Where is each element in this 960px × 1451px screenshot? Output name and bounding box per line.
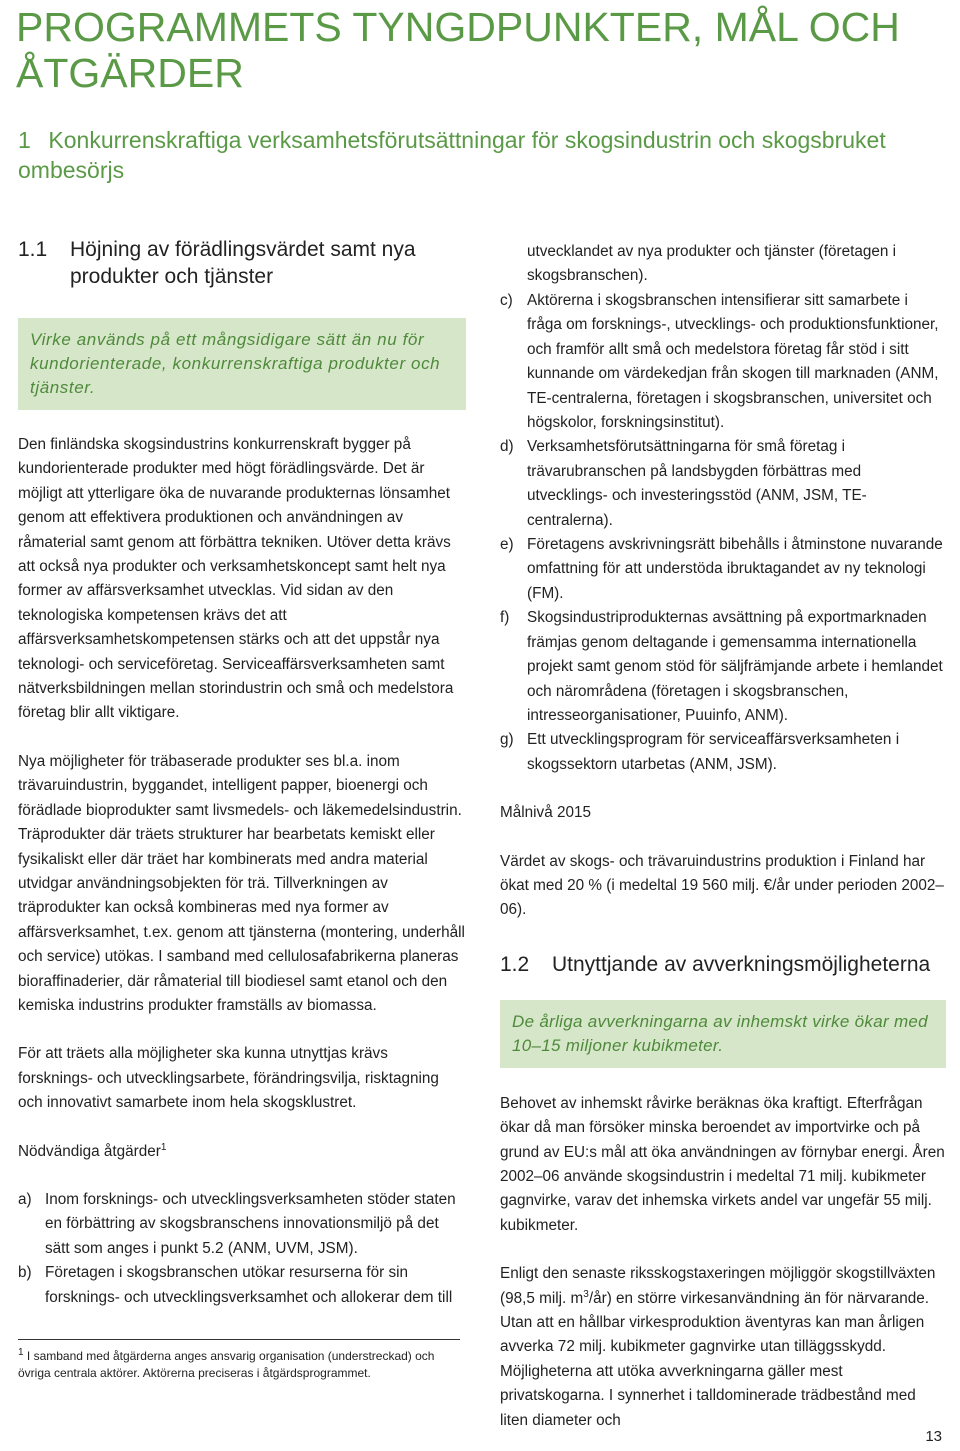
list-text: utvecklandet av nya produkter och tjänster (företagen i skogsbranschen). xyxy=(527,242,897,285)
footnote-rule xyxy=(18,1339,460,1340)
list-item xyxy=(500,289,946,435)
paragraph: För att träets alla möjligheter ska kunna utnyttjas krävs forsknings- och utvecklingsarbete, förändringsvilja, risktagning och innovativt samarbete inom hela skogsklustret. xyxy=(18,1045,439,1112)
section-heading-1 xyxy=(18,125,918,185)
footnote-mark: 1 xyxy=(18,1347,24,1359)
target-text: Värdet av skogs- och trävaruindustrins produktion i Finland har ökat med 20 % (i medeltal 19 560 milj. €/år under perioden 2002–06). xyxy=(500,852,944,919)
list-text: Skogsindustriprodukternas avsättning på exportmarknaden främjas genom deltagande i gemensamma internationella projekt samt genom stöd för säljfrämjande arbete i hemlandet och närområdena (företagen i skogsbranschen, intresseorganisationer, Puuinfo, ANM). xyxy=(527,609,943,724)
list-marker: b) xyxy=(18,1264,32,1282)
list-marker: g) xyxy=(500,731,514,749)
paragraph: Behovet av inhemskt råvirke beräknas öka kraftigt. Efterfrågan ökar då man försöker minska beroendet av importvirke och på grund av EU:s mål att öka användningen av förnybar energi. Åren 2002–06 använde skogsindustrin i medeltal 71 milj. kubikmeter gagnvirke, varav det inhemska virkets andel var ungefär 55 milj. kubikmeter. xyxy=(500,1094,945,1234)
list-text: Aktörerna i skogsbranschen intensifierar sitt samarbete i fråga om forsknings-, utvecklings- och produktionsfunktioner, och framför allt små och medelstora företag får stöd i sitt kunnande om värdekedjan från skogen till marknaden (ANM, TE-centralerna, företagen i skogsbranschen, universitet och högskolor, forskningsinstitut). xyxy=(527,292,939,432)
superscript: 3 xyxy=(583,1288,589,1300)
list-marker: f) xyxy=(500,609,510,627)
right-column xyxy=(500,240,946,1433)
page-title: PROGRAMMETS TYNGDPUNKTER, MÅL OCH ÅTGÄRDER xyxy=(16,4,900,96)
list-text: Ett utvecklingsprogram för serviceaffärsverksamheten i skogssektorn utarbetas (ANM, JSM). xyxy=(527,731,900,773)
subsection-heading-1-2 xyxy=(500,951,946,978)
list-item xyxy=(500,533,946,606)
list-item xyxy=(500,728,946,777)
list-marker: e) xyxy=(500,536,514,554)
list-text: Verksamhetsförutsättningarna för små företag i trävarubranschen på landsbygden förbättras med utvecklings- och investeringsstöd (ANM, JSM, TE-centralerna). xyxy=(527,438,867,529)
list-marker: a) xyxy=(18,1190,32,1208)
subsection-title: Höjning av förädlingsvärdet samt nya produkter och tjänster xyxy=(70,238,416,288)
section-number: 1 xyxy=(18,127,31,153)
list-item xyxy=(500,606,946,728)
paragraph: Den finländska skogsindustrins konkurrenskraft bygger på kundorienterade produkter med högt förädlingsvärde. Det är möjligt att ytterligare öka de nuvarande produkternas lönsamhet genom att effektivera produktionen och användningen av råmaterial samt genom att förbättra tekniken. Utöver detta krävs att också nya produkter och verksamhetskoncept samt helt nya former av affärsverksamhet utvecklas. Vid sidan av den teknologiska kompetensen krävs det att affärsverksamhetskompetensen stärks och att det uppstår nya teknologi- och serviceföretag. Serviceaffärsverksamheten samt nätverksbildningen mellan storindustrin och små och medelstora företag blir allt viktigare. xyxy=(18,436,454,722)
list-item xyxy=(18,1261,466,1310)
measures-heading xyxy=(18,1140,466,1164)
footnote xyxy=(18,1348,466,1382)
list-text: Företagen i skogsbranschen utökar resurserna för sin forsknings- och utvecklingsverksamhet och allokerar dem till xyxy=(45,1264,453,1306)
subsection-number: 1.2 xyxy=(500,952,530,976)
list-marker: c) xyxy=(500,292,513,309)
list-text: Inom forsknings- och utvecklingsverksamheten stöder staten en förbättring av skogsbranschens innovationsmiljö på det sätt som anges i punkt 5.2 (ANM, UVM, JSM). xyxy=(45,1190,456,1257)
target-heading: Målnivå 2015 xyxy=(500,804,591,822)
list-item xyxy=(500,435,946,533)
subsection-number: 1.1 xyxy=(18,238,48,261)
paragraph: Nya möjligheter för träbaserade produkter ses bl.a. inom trävaruindustrin, byggandet, intelligent papper, bioenergi och förädlade bioprodukter samt livsmedels- och läkemedelsindustrin. Träprodukter där träets strukturer har bearbetats kemiskt eller fysikaliskt eller där träet har kombinerats med andra material utvidgar användningsobjekten för trä. Tillverkningen av träprodukter kan också kombineras med nya former av affärsverksamhet, t.ex. genom att tjänsterna (montering, underhåll och service) utökas. I samband med cellulosafabrikerna planeras bioraffinaderier, där råmaterial till biodiesel samt etanol och den kemiska industrins produkter framställs av biomassa. xyxy=(18,752,465,1014)
list-marker: d) xyxy=(500,438,514,456)
paragraph-text: /år) en större virkesanvändning än för närvarande. Utan att en hållbar virkesproduktion äventyras kan man årligen avverka 72 milj. kubikmeter gagnvirke utan tilläggsskydd. Möjligheterna att utöka avverkningarna gäller mest privatskogarna. I synnerhet i talldominerade trädbestånd med liten diameter och xyxy=(500,1289,929,1429)
list-text: Företagens avskrivningsrätt bibehålls i åtminstone nuvarande omfattning för att understöda ibruktagandet av ny teknologi (FM). xyxy=(527,536,943,602)
paragraph-text: Enligt den senaste riksskogstaxeringen möjliggör skogstillväxten (98,5 milj. m xyxy=(500,1265,936,1307)
list-item xyxy=(18,1188,466,1261)
footnote-text: I samband med åtgärderna anges ansvarig organisation (understreckad) och övriga centrala aktörer. Aktörerna preciseras i åtgärdsprogrammet. xyxy=(18,1349,435,1381)
highlight-box: De årliga avverkningarna av inhemskt virke ökar med 10–15 miljoner kubikmeter. xyxy=(500,1000,946,1068)
page-number: 13 xyxy=(925,1428,942,1445)
subsection-title: Utnyttjande av avverkningsmöjligheterna xyxy=(552,952,931,976)
paragraph xyxy=(500,1262,946,1433)
subsection-heading-1-1 xyxy=(18,236,466,290)
section-title: Konkurrenskraftiga verksamhetsförutsättningar för skogsindustrin och skogsbruket ombesörjs xyxy=(18,127,886,183)
list-item-continued xyxy=(500,240,946,289)
left-column xyxy=(18,236,466,1382)
measures-heading-text: Nödvändiga åtgärder xyxy=(18,1142,161,1160)
highlight-box: Virke används på ett mångsidigare sätt än nu för kundorienterade, konkurrenskraftiga produkter och tjänster. xyxy=(18,318,466,410)
footnote-ref: 1 xyxy=(160,1141,167,1153)
